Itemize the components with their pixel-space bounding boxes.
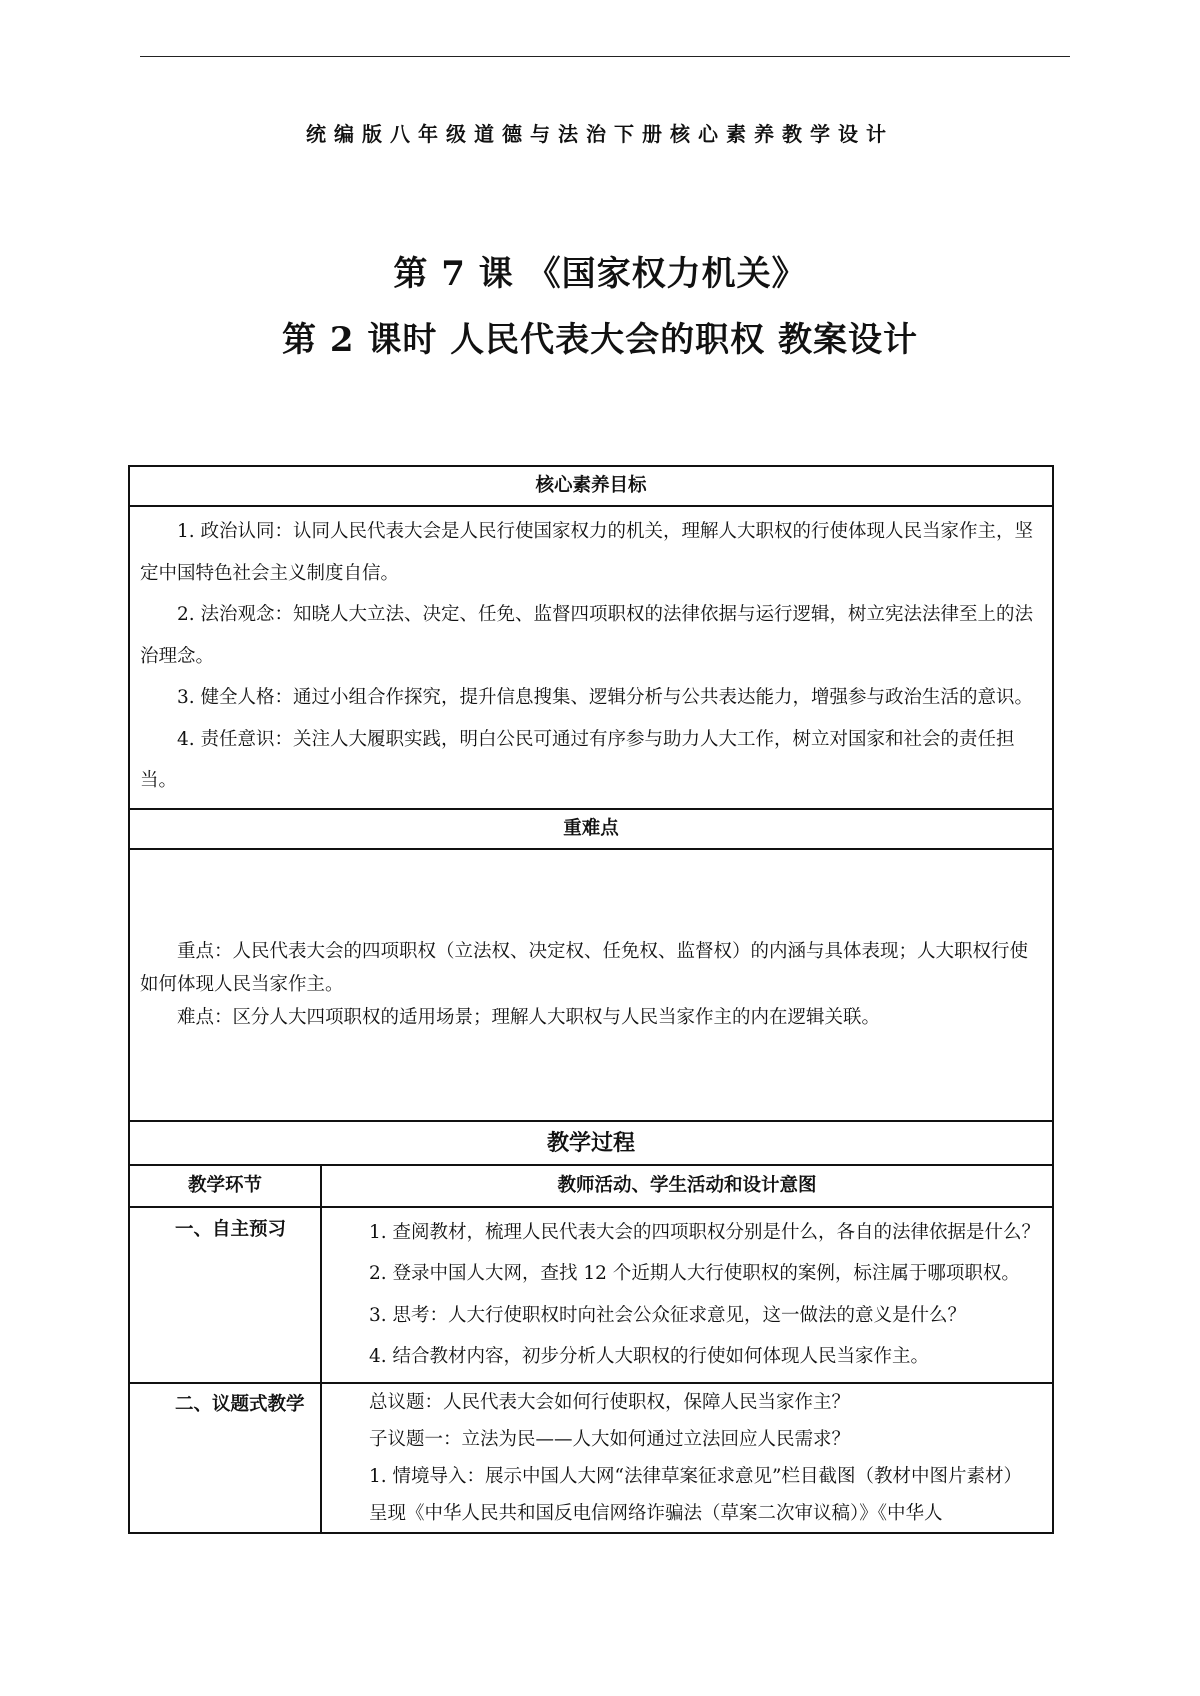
process-columns-row: [129, 1165, 1053, 1207]
goals-heading: 核心素养目标: [129, 466, 1053, 506]
goals-row: [129, 506, 1053, 809]
goal-item: 3. 健全人格：通过小组合作探究，提升信息搜集、逻辑分析与公共表达能力，增强参与政治生活的意识。: [177, 687, 1034, 708]
stage-name: 二、议题式教学: [129, 1383, 321, 1533]
stage-line: 呈现《中华人民共和国反电信网络诈骗法（草案二次审议稿）》《中华人: [369, 1502, 943, 1524]
goals-cell: [129, 506, 1053, 809]
column-header-activities: 教师活动、学生活动和设计意图: [321, 1165, 1053, 1207]
stage-row: [129, 1383, 1053, 1533]
document-header: 统编版八年级道德与法治下册核心素养教学设计: [306, 122, 894, 146]
lesson-plan-table: [128, 465, 1054, 1534]
header-rule: [140, 56, 1070, 57]
goal-item: 1. 政治认同：认同人民代表大会是人民行使国家权力的机关，理解人大职权的行使体现人民当家作主，坚定中国特色社会主义制度自信。: [140, 521, 1034, 584]
stage-content: [321, 1207, 1053, 1383]
stage-line: 子议题一：立法为民——人大如何通过立法回应人民需求？: [369, 1428, 851, 1450]
column-header-stage: 教学环节: [129, 1165, 321, 1207]
stage-line: 1. 情境导入：展示中国人大网“法律草案征求意见”栏目截图（教材中图片素材）: [369, 1465, 1022, 1487]
goal-item: 4. 责任意识：关注人大履职实践，明白公民可通过有序参与助力人大工作，树立对国家和社会的责任担当。: [140, 728, 1015, 791]
process-heading: 教学过程: [129, 1121, 1053, 1165]
lesson-subtitle: 第 2 课时 人民代表大会的职权 教案设计: [281, 320, 918, 360]
stage-line: 总议题：人民代表大会如何行使职权，保障人民当家作主？: [369, 1391, 851, 1413]
stage-row: [129, 1207, 1053, 1383]
focus-cell: [129, 849, 1053, 1121]
stage-name: 一、自主预习: [129, 1207, 321, 1383]
difficult-point: 难点：区分人大四项职权的适用场景；理解人大职权与人民当家作主的内在逻辑关联。: [177, 1007, 881, 1028]
stage-content: [321, 1383, 1053, 1533]
stage-line: 3. 思考：人大行使职权时向社会公众征求意见，这一做法的意义是什么？: [369, 1304, 967, 1326]
goals-heading-row: [129, 466, 1053, 506]
stage-line: 2. 登录中国人大网，查找 12 个近期人大行使职权的案例，标注属于哪项职权。: [369, 1263, 1020, 1284]
key-point: 重点：人民代表大会的四项职权（立法权、决定权、任免权、监督权）的内涵与具体表现；人大职权行使如何体现人民当家作主。: [140, 941, 1029, 995]
lesson-title: 第 7 课 《国家权力机关》: [393, 254, 807, 294]
focus-heading: 重难点: [129, 809, 1053, 849]
focus-row: [129, 849, 1053, 1121]
goal-item: 2. 法治观念：知晓人大立法、决定、任免、监督四项职权的法律依据与运行逻辑，树立宪法法律至上的法治理念。: [140, 604, 1034, 667]
process-heading-row: [129, 1121, 1053, 1165]
stage-line: 1. 查阅教材，梳理人民代表大会的四项职权分别是什么，各自的法律依据是什么？: [369, 1221, 1041, 1243]
focus-heading-row: [129, 809, 1053, 849]
stage-line: 4. 结合教材内容，初步分析人大职权的行使如何体现人民当家作主。: [369, 1346, 930, 1367]
